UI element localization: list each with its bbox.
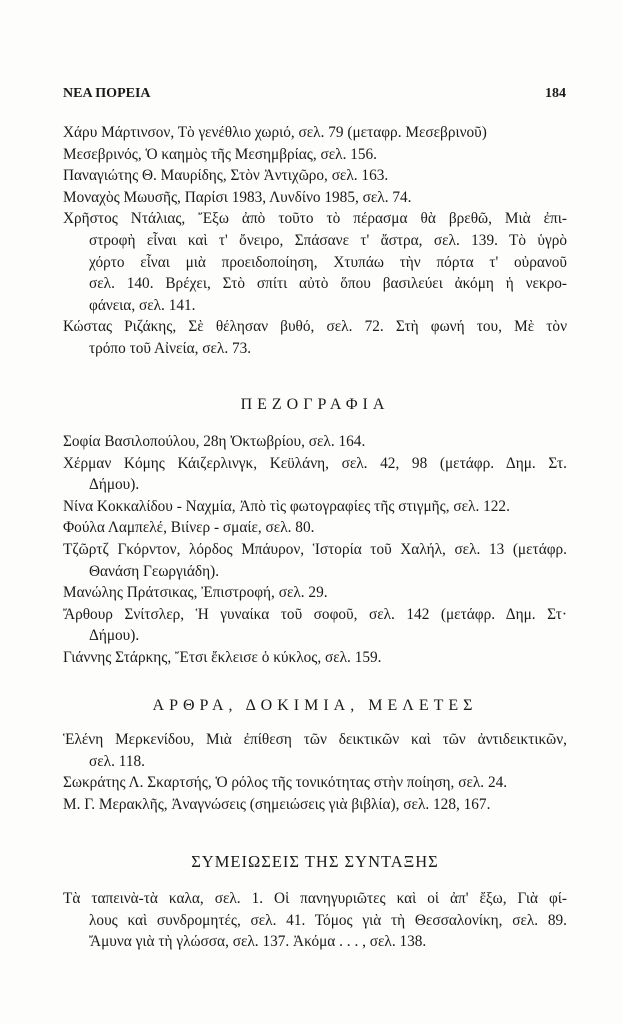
section-heading-editorial-notes: ΣΥΜΕΙΩΣΕΙΣ ΤΗΣ ΣΥΝΤΑΞΗΣ bbox=[191, 852, 439, 871]
entry-continuation-line: στροφὴ εἶναι καὶ τ' ὄνειρο, Σπάσανε τ' ἄστρα, σελ. 139. Τὸ ὑγρὸ bbox=[89, 231, 567, 249]
index-entry bbox=[63, 187, 567, 209]
index-entry bbox=[63, 604, 567, 647]
index-entry bbox=[63, 144, 567, 166]
entry-line: Χάρυ Μάρτινσον, Τὸ γενέθλιο χωριό, σελ. 79 (μεταφρ. Μεσεβρινοῦ) bbox=[63, 124, 487, 141]
entry-line: Σωκράτης Λ. Σκαρτσής, Ὁ ρόλος τῆς τονικότητας στὴν ποίηση, σελ. 24. bbox=[63, 774, 508, 792]
entry-line: Μ. Γ. Μερακλῆς, Ἀναγνώσεις (σημειώσεις γιὰ βιβλία), σελ. 128, 167. bbox=[63, 795, 491, 813]
entry-line: Ἑλένη Μερκενίδου, Μιὰ ἐπίθεση τῶν δεικτικῶν καὶ τῶν ἀντιδεικτικῶν, bbox=[63, 731, 567, 748]
entry-line: Μανώλης Πράτσικας, Ἐπιστροφή, σελ. 29. bbox=[63, 584, 328, 602]
entry-line: Παναγιώτης Θ. Μαυρίδης, Στὸν Ἀντιχῶρο, σελ. 163. bbox=[63, 167, 389, 185]
section-heading-prose: ΠΕΖΟΓΡΑΦΙΑ bbox=[240, 396, 390, 413]
entry-continuation-line: φάνεια, σελ. 141. bbox=[89, 296, 196, 314]
index-entry bbox=[63, 647, 567, 669]
section-heading-wrap bbox=[63, 695, 567, 717]
section-heading-wrap bbox=[63, 851, 567, 873]
entry-line: Μοναχὸς Μωυσῆς, Παρίσι 1983, Λυνδίνο 1985, σελ. 74. bbox=[63, 188, 412, 206]
index-entry bbox=[63, 794, 567, 816]
entry-line: Μεσεβρινός, Ὁ καημὸς τῆς Μεσημβρίας, σελ. 156. bbox=[63, 145, 377, 163]
entry-line: Φούλα Λαμπελέ, Βιίνερ - σμαίε, σελ. 80. bbox=[63, 519, 315, 537]
entry-continuation-line: σελ. 118. bbox=[89, 752, 145, 770]
entry-continuation-line: λους καὶ συνδρομητές, σελ. 41. Τόμος γιὰ τὴ Θεσσαλονίκη, σελ. 89. bbox=[89, 911, 567, 929]
index-entry bbox=[63, 122, 567, 144]
journal-title: ΝΕΑ ΠΟΡΕΙΑ bbox=[63, 86, 151, 101]
index-entry bbox=[63, 453, 567, 496]
entry-continuation-line: Δήμου). bbox=[89, 476, 140, 494]
section-heading-wrap bbox=[63, 394, 567, 416]
entry-line: Τὰ ταπεινὰ-τὰ καλα, σελ. 1. Οἱ πανηγυριῶτες καὶ οἱ ἀπ' ἔξω, Γιὰ φί- bbox=[63, 890, 567, 907]
index-entry bbox=[63, 517, 567, 539]
entry-continuation-line: Ἄμυνα γιὰ τὴ γλώσσα, σελ. 137. Ἀκόμα . . . , σελ. 138. bbox=[89, 933, 427, 951]
index-entry bbox=[63, 316, 567, 359]
entry-line: Γιάννης Στάρκης, Ἔτσι ἔκλεισε ὁ κύκλος, σελ. 159. bbox=[63, 648, 382, 666]
entry-continuation-line: Θανάση Γεωργιάδη). bbox=[89, 562, 220, 580]
entry-line: Τζῶρτζ Γκόρντον, λόρδος Μπάυρον, Ἱστορία τοῦ Χαλήλ, σελ. 13 (μετάφρ. bbox=[63, 540, 567, 558]
entry-line: Κώστας Ριζάκης, Σὲ θέλησαν βυθό, σελ. 72. Στὴ φωνή του, Μὲ τὸν bbox=[63, 318, 567, 336]
index-entry bbox=[63, 729, 567, 772]
index-entry bbox=[63, 539, 567, 582]
index-entry bbox=[63, 431, 567, 453]
entry-line: Χέρμαν Κόμης Κάιζερλινγκ, Κεϋλάνη, σελ. 42, 98 (μετάφρ. Δημ. Στ. bbox=[63, 454, 567, 472]
index-entry bbox=[63, 165, 567, 187]
section-prose bbox=[63, 431, 567, 669]
section-heading-articles: ΑΡΘΡΑ, ΔΟΚΙΜΙΑ, ΜΕΛΕΤΕΣ bbox=[152, 697, 478, 714]
entry-line: Χρῆστος Ντάλιας, Ἔξω ἀπὸ τοῦτο τὸ πέρασμα θὰ βρεθῶ, Μιὰ ἐπι- bbox=[63, 210, 567, 228]
index-entry bbox=[63, 496, 567, 518]
index-entry bbox=[63, 772, 567, 794]
section-articles bbox=[63, 729, 567, 815]
entry-continuation-line: τρόπο τοῦ Αἰνεία, σελ. 73. bbox=[89, 339, 252, 357]
entry-continuation-line: Δήμου). bbox=[89, 627, 140, 645]
page-number: 184 bbox=[545, 86, 566, 101]
index-entry bbox=[63, 208, 567, 316]
section-poetry bbox=[63, 122, 567, 360]
entry-continuation-line: χόρτο εἶναι μιὰ προειδοποίηση, Χτυπάω τὴν πόρτα τ' οὐρανοῦ bbox=[89, 253, 567, 271]
entry-line: Σοφία Βασιλοπούλου, 28η Ὀκτωβρίου, σελ. 164. bbox=[63, 433, 366, 450]
index-entry bbox=[63, 888, 567, 953]
entry-line: Νίνα Κοκκαλίδου - Ναχμία, Ἀπὸ τὶς φωτογραφίες τῆς στιγμῆς, σελ. 122. bbox=[63, 497, 510, 515]
entry-continuation-line: σελ. 140. Βρέχει, Στὸ σπίτι αὐτὸ ὅπου βασιλεύει ἀκόμη ἡ νεκρο- bbox=[89, 275, 567, 293]
running-header bbox=[63, 86, 566, 106]
index-entry bbox=[63, 582, 567, 604]
entry-line: Ἄρθουρ Σνίτσλερ, Ἡ γυναίκα τοῦ σοφοῦ, σελ. 142 (μετάφρ. Δημ. Στ· bbox=[63, 605, 567, 623]
section-editorial-notes bbox=[63, 888, 567, 953]
